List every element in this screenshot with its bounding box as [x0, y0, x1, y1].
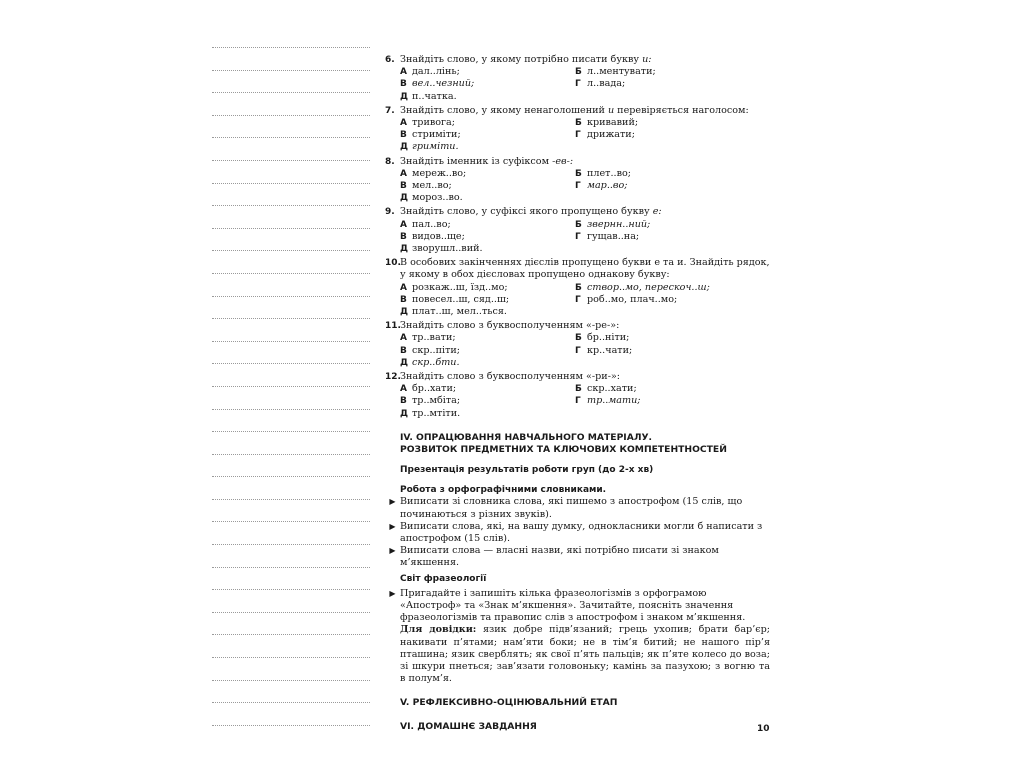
- note-line: [212, 228, 370, 229]
- option-text: кривавий;: [587, 117, 639, 129]
- option-letter: Б: [575, 384, 582, 395]
- note-line: [212, 431, 370, 432]
- reference-text: язик добре підв’язаний; грець ухопив; брати бар’єр; накивати п’ятами; нам’яти боки; не в тім’я битий; не нашого пір’я пташина; язик сверблять; як свої п’ять пальців; як п’яте колесо до воза; зі шкури пнеться; зав’язати головоньку; камінь за пазухою; з вогню та в полум’я.: [400, 624, 770, 685]
- note-line: [212, 409, 370, 410]
- note-line: [212, 70, 370, 71]
- answer-option: [575, 129, 775, 141]
- dictionary-work-heading: Робота з орфографічними словниками.: [400, 485, 607, 496]
- option-letter: Г: [575, 294, 581, 305]
- option-text: мел..во;: [412, 180, 452, 192]
- answer-option: [575, 294, 775, 306]
- answer-option: [575, 66, 775, 78]
- answer-options: [385, 168, 770, 205]
- note-line: [212, 725, 370, 726]
- note-line: [212, 341, 370, 342]
- reference-lead: Для довідки:: [400, 624, 477, 636]
- note-line: [212, 160, 370, 161]
- option-letter: Г: [575, 345, 581, 356]
- phraseology-heading: Світ фразеології: [400, 573, 487, 584]
- question-item: [385, 54, 770, 103]
- section-4-title-line2: РОЗВИТОК ПРЕДМЕТНИХ ТА КЛЮЧОВИХ КОМПЕТЕНТНОСТЕЙ: [400, 443, 727, 455]
- note-line: [212, 363, 370, 364]
- option-letter: Д: [400, 307, 409, 318]
- option-text: плат..ш, мел..ться.: [412, 306, 507, 318]
- option-letter: А: [400, 168, 407, 179]
- answer-option: [575, 231, 775, 243]
- dictionary-task-text: Виписати слова — власні назви, які потрібно писати зі знаком м’якшення.: [400, 545, 719, 569]
- option-text: тр..вати;: [412, 332, 456, 344]
- option-text: бр..ніти;: [587, 332, 630, 344]
- question-text: [400, 156, 770, 168]
- reference-paragraph: [385, 624, 770, 685]
- answer-option: [400, 168, 575, 180]
- option-letter: В: [400, 294, 407, 305]
- option-text: тр..мтіти.: [412, 407, 461, 419]
- option-text: розкаж..ш, їзд..мо;: [412, 281, 508, 293]
- answer-option: [400, 141, 575, 153]
- option-letter: В: [400, 130, 407, 141]
- option-text: плет..во;: [587, 167, 631, 179]
- dictionary-task: [385, 521, 770, 545]
- option-letter: Б: [575, 118, 582, 129]
- dictionary-task: [385, 545, 770, 569]
- question-text: [400, 206, 770, 218]
- triangle-bullet-icon: ▶: [389, 546, 396, 556]
- question-number: 12.: [385, 372, 401, 383]
- answer-option: [400, 78, 575, 90]
- note-line: [212, 680, 370, 681]
- option-text: тр..мати;: [587, 395, 641, 407]
- option-text: скр..бти.: [412, 356, 460, 368]
- option-letter: Г: [575, 231, 581, 242]
- answer-option: [400, 192, 575, 204]
- answer-option: [400, 117, 575, 129]
- question-item: [385, 257, 770, 318]
- option-text: роб..мо, плач..мо;: [587, 293, 678, 305]
- section-6-title: VI. ДОМАШНЄ ЗАВДАННЯ: [400, 721, 537, 733]
- question-number: 7.: [385, 105, 395, 116]
- dictionary-task-list: [385, 496, 770, 569]
- answer-option: [400, 294, 575, 306]
- note-line: [212, 612, 370, 613]
- question-item: [385, 105, 770, 154]
- option-letter: В: [400, 396, 407, 407]
- question-item: [385, 156, 770, 205]
- option-letter: Б: [575, 219, 582, 230]
- note-line: [212, 567, 370, 568]
- question-marker: и: [607, 104, 615, 116]
- triangle-bullet-icon: ▶: [389, 588, 396, 598]
- answer-option: [400, 332, 575, 344]
- question-prompt: Знайдіть іменник із суфіксом: [400, 155, 553, 167]
- note-line: [212, 115, 370, 116]
- answer-option: [575, 168, 775, 180]
- answer-option: [400, 91, 575, 103]
- questions-list: [385, 54, 770, 420]
- option-letter: А: [400, 333, 407, 344]
- answer-option: [400, 231, 575, 243]
- option-letter: Г: [575, 130, 581, 141]
- answer-option: [575, 78, 775, 90]
- option-text: гриміти.: [412, 141, 459, 153]
- section-4-title-line1: IV. ОПРАЦЮВАННЯ НАВЧАЛЬНОГО МАТЕРІАЛУ.: [400, 431, 653, 443]
- option-text: тр..мбіта;: [412, 395, 461, 407]
- note-line: [212, 205, 370, 206]
- answer-option: [400, 180, 575, 192]
- option-letter: Б: [575, 168, 582, 179]
- option-text: створ..мо, перескоч..ш;: [587, 281, 710, 293]
- option-letter: Д: [400, 357, 409, 368]
- question-prompt-end: перевіряється наголосом:: [614, 104, 749, 116]
- note-line: [212, 589, 370, 590]
- answer-options: [385, 219, 770, 256]
- question-item: [385, 206, 770, 255]
- option-text: гущав..на;: [587, 230, 640, 242]
- option-letter: В: [400, 79, 407, 90]
- answer-option: [400, 282, 575, 294]
- question-number: 8.: [385, 156, 395, 167]
- question-item: [385, 371, 770, 420]
- answer-option: [575, 219, 775, 231]
- answer-options: [385, 332, 770, 369]
- answer-option: [575, 345, 775, 357]
- question-prompt: Знайдіть слово, у суфіксі якого пропущено букву: [400, 206, 653, 218]
- note-line: [212, 476, 370, 477]
- triangle-bullet-icon: ▶: [389, 497, 396, 507]
- option-letter: Д: [400, 91, 409, 102]
- note-line: [212, 318, 370, 319]
- question-text: [400, 257, 770, 281]
- answer-option: [400, 306, 575, 318]
- question-number: 11.: [385, 321, 401, 332]
- note-line: [212, 250, 370, 251]
- answer-option: [400, 383, 575, 395]
- option-letter: Д: [400, 142, 409, 153]
- note-line: [212, 634, 370, 635]
- answer-options: [385, 383, 770, 420]
- answer-option: [575, 180, 775, 192]
- question-marker: -ев-:: [552, 155, 574, 167]
- option-text: тривога;: [412, 117, 455, 129]
- answer-option: [400, 66, 575, 78]
- question-marker: е:: [652, 206, 662, 218]
- question-text: [400, 105, 770, 117]
- option-letter: А: [400, 118, 407, 129]
- answer-option: [400, 129, 575, 141]
- option-letter: Д: [400, 244, 409, 255]
- main-content: [385, 54, 770, 733]
- section-5-title: V. РЕФЛЕКСИВНО-ОЦІНЮВАЛЬНИЙ ЕТАП: [400, 697, 618, 709]
- page-number: 10: [757, 724, 770, 734]
- option-text: скр..хати;: [587, 383, 637, 395]
- answer-option: [400, 219, 575, 231]
- question-text: [400, 320, 770, 332]
- dictionary-task: [385, 496, 770, 520]
- answer-option: [400, 357, 575, 369]
- option-letter: В: [400, 345, 407, 356]
- question-prompt: Знайдіть слово, у якому потрібно писати букву: [400, 54, 643, 65]
- dictionary-task-text: Виписати зі словника слова, які пишемо з апострофом (15 слів, що починаються з різних звуків).: [400, 496, 743, 520]
- note-line: [212, 544, 370, 545]
- phraseology-task: [385, 588, 770, 625]
- option-text: дрижати;: [587, 129, 635, 141]
- note-line: [212, 499, 370, 500]
- note-line: [212, 92, 370, 93]
- note-line: [212, 137, 370, 138]
- option-letter: Б: [575, 333, 582, 344]
- option-letter: В: [400, 181, 407, 192]
- option-text: мар..во;: [587, 180, 628, 192]
- option-letter: Г: [575, 181, 581, 192]
- option-letter: Д: [400, 193, 409, 204]
- answer-options: [385, 66, 770, 103]
- note-line: [212, 454, 370, 455]
- notes-margin: [212, 47, 370, 747]
- note-line: [212, 183, 370, 184]
- option-text: повесел..ш, сяд..ш;: [412, 293, 510, 305]
- answer-option: [575, 332, 775, 344]
- phraseology-task-text: Пригадайте і запишіть кілька фразеологізмів з орфограмою «Апостроф» та «Знак м’якшення». Зачитайте, поясніть значення фразеологізмів та правопис слів з апострофом і знаком м’якшення.: [400, 587, 746, 624]
- answer-option: [575, 282, 775, 294]
- answer-option: [400, 408, 575, 420]
- question-marker: и:: [642, 54, 652, 65]
- question-number: 9.: [385, 207, 395, 218]
- question-item: [385, 320, 770, 369]
- option-text: мороз..во.: [412, 192, 463, 204]
- note-line: [212, 386, 370, 387]
- answer-options: [385, 282, 770, 319]
- option-text: вел..чезний;: [412, 78, 475, 90]
- option-text: кр..чати;: [587, 344, 633, 356]
- answer-option: [400, 243, 575, 255]
- question-prompt: В особових закінченнях дієслів пропущено букви е та и. Знайдіть рядок, у якому в обох дієсловах пропущено однакову букву:: [400, 257, 770, 281]
- option-text: дал..лінь;: [412, 66, 460, 78]
- option-letter: А: [400, 282, 407, 293]
- answer-option: [575, 383, 775, 395]
- dictionary-task-text: Виписати слова, які, на вашу думку, однокласники могли б написати з апострофом (15 слів).: [400, 520, 763, 544]
- option-letter: Г: [575, 396, 581, 407]
- option-text: п..чатка.: [412, 90, 457, 102]
- option-text: л..ментувати;: [587, 66, 656, 78]
- option-text: бр..хати;: [412, 383, 457, 395]
- presentation-heading: Презентація результатів роботи груп (до 2-х хв): [400, 464, 654, 475]
- option-text: стриміти;: [412, 129, 461, 141]
- option-text: пал..во;: [412, 218, 451, 230]
- option-text: л..вада;: [587, 78, 626, 90]
- option-letter: А: [400, 384, 407, 395]
- note-line: [212, 702, 370, 703]
- question-prompt: Знайдіть слово з буквосполученням «-ре-»:: [400, 320, 620, 332]
- question-text: [400, 54, 770, 66]
- question-text: [400, 371, 770, 383]
- option-letter: А: [400, 67, 407, 78]
- option-letter: Д: [400, 408, 409, 419]
- option-text: мереж..во;: [412, 167, 467, 179]
- question-prompt: Знайдіть слово, у якому ненаголошений: [400, 104, 608, 116]
- note-line: [212, 47, 370, 48]
- note-line: [212, 521, 370, 522]
- answer-option: [400, 395, 575, 407]
- answer-option: [575, 395, 775, 407]
- note-line: [212, 296, 370, 297]
- question-number: 10.: [385, 258, 401, 269]
- option-letter: Б: [575, 67, 582, 78]
- answer-option: [400, 345, 575, 357]
- question-prompt: Знайдіть слово з буквосполученням «-ри-»:: [400, 371, 621, 383]
- option-text: скр..піти;: [412, 344, 461, 356]
- option-letter: Г: [575, 79, 581, 90]
- option-text: видов..ще;: [412, 230, 465, 242]
- question-number: 6.: [385, 55, 395, 65]
- answer-option: [575, 117, 775, 129]
- answer-options: [385, 117, 770, 154]
- option-letter: В: [400, 231, 407, 242]
- note-line: [212, 657, 370, 658]
- option-letter: Б: [575, 282, 582, 293]
- option-letter: А: [400, 219, 407, 230]
- option-text: звернн..ний;: [587, 218, 651, 230]
- note-line: [212, 273, 370, 274]
- triangle-bullet-icon: ▶: [389, 521, 396, 531]
- option-text: зворушл..вий.: [412, 243, 483, 255]
